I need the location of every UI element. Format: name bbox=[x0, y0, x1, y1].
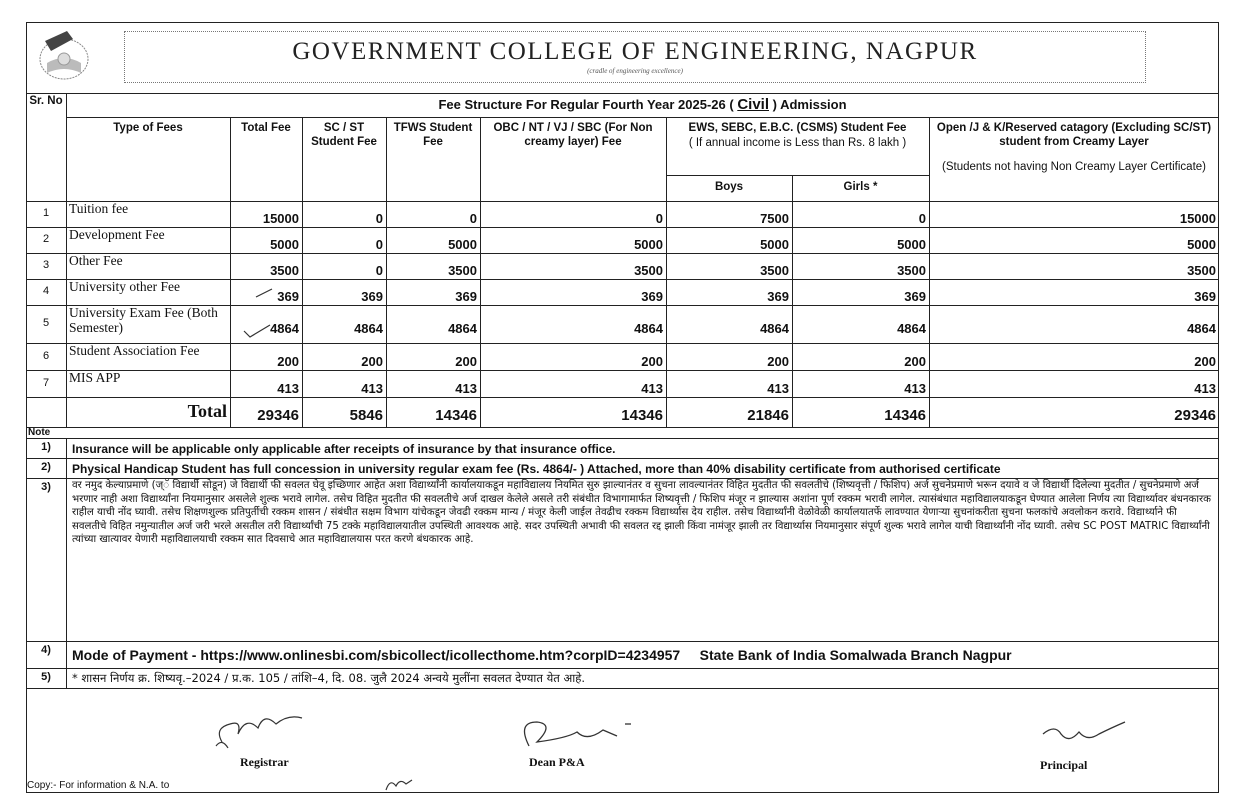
row-open-value: 4864 bbox=[1187, 321, 1216, 336]
title-box bbox=[124, 31, 1146, 83]
row-obc-value: 413 bbox=[641, 380, 663, 396]
col-ews-subheader: ( If annual income is Less than Rs. 8 lakh ) bbox=[688, 137, 907, 149]
table-title-prefix: Fee Structure For Regular Fourth Year 2025-26 ( bbox=[438, 97, 734, 112]
fee-table bbox=[26, 93, 1219, 699]
total-tfws-value: 14346 bbox=[435, 407, 477, 424]
col-open-subheader: (Students not having Non Creamy Layer Certificate) bbox=[942, 161, 1206, 173]
row-scst-value: 0 bbox=[375, 237, 383, 252]
row-girls-value: 369 bbox=[904, 289, 926, 304]
registrar-signature-mark bbox=[202, 702, 312, 752]
principal-label: Principal bbox=[1040, 758, 1088, 772]
col-boys-header: Boys bbox=[714, 181, 744, 193]
table-rule bbox=[26, 93, 1219, 94]
row-girls-value: 5000 bbox=[897, 237, 926, 252]
college-logo bbox=[37, 27, 91, 85]
row-scst-value: 0 bbox=[375, 211, 383, 226]
col-type-header: Type of Fees bbox=[113, 122, 183, 134]
table-rule bbox=[666, 175, 929, 176]
row-open-value: 413 bbox=[1194, 380, 1216, 396]
college-tagline: (cradle of engineering excellence) bbox=[587, 67, 683, 75]
row-girls-value: 3500 bbox=[897, 263, 926, 278]
row-sr-no: 6 bbox=[42, 349, 50, 362]
signature-area bbox=[27, 700, 1218, 793]
row-fee-type: University other Fee bbox=[69, 280, 180, 294]
row-sr-no: 5 bbox=[42, 317, 50, 329]
row-fee-type: Other Fee bbox=[69, 254, 123, 268]
table-title bbox=[66, 96, 1219, 116]
note-number: 4) bbox=[41, 644, 51, 656]
row-sr-no: 4 bbox=[42, 285, 50, 297]
row-obc-value: 369 bbox=[641, 289, 663, 304]
total-scst-value: 5846 bbox=[349, 407, 383, 424]
initials-mark bbox=[382, 774, 422, 792]
row-girls-value: 413 bbox=[904, 380, 926, 396]
note-number: 2) bbox=[41, 461, 51, 473]
total-girls-value: 14346 bbox=[884, 407, 926, 424]
note-text: * शासन निर्णय क्र. शिष्यवृ.–2024 / प्र.क. 105 / तांशि–4, दि. 08. जुलै 2024 अन्वये मुलींना सवलत देण्यात येत आहे. bbox=[72, 671, 586, 685]
row-open-value: 369 bbox=[1194, 289, 1216, 304]
col-total-header: Total Fee bbox=[241, 122, 291, 134]
row-boys-value: 200 bbox=[767, 353, 789, 369]
row-obc-value: 200 bbox=[641, 353, 663, 369]
total-row-label: Total bbox=[187, 401, 227, 421]
letterhead bbox=[27, 23, 1218, 93]
row-total-value: 3500 bbox=[270, 263, 299, 278]
col-ews-header: EWS, SEBC, E.B.C. (CSMS) Student Fee bbox=[688, 122, 907, 134]
row-total-value: 5000 bbox=[270, 237, 299, 252]
copy-line: Copy:- For information & N.A. to bbox=[27, 780, 170, 791]
total-total-value: 29346 bbox=[257, 407, 299, 424]
row-tfws-value: 0 bbox=[469, 211, 477, 226]
row-open-value: 5000 bbox=[1187, 237, 1216, 252]
row-scst-value: 4864 bbox=[354, 321, 383, 336]
row-obc-value: 0 bbox=[655, 211, 663, 226]
note-label: Note bbox=[28, 427, 51, 438]
dean-label: Dean P&A bbox=[529, 755, 585, 769]
row-total-value: 200 bbox=[277, 353, 299, 369]
row-boys-value: 3500 bbox=[760, 263, 789, 278]
note-number: 5) bbox=[41, 671, 51, 683]
row-girls-value: 4864 bbox=[897, 321, 926, 336]
row-open-value: 200 bbox=[1194, 353, 1216, 369]
row-total-value: 4864 bbox=[270, 321, 299, 336]
col-tfws-header: TFWS Student Fee bbox=[393, 122, 473, 149]
row-fee-type: Tuition fee bbox=[69, 202, 129, 216]
row-total-value: 15000 bbox=[262, 211, 299, 226]
note-text: Physical Handicap Student has full concession in university regular exam fee (Rs. 4864/- ) Attached, more than 40% disability certificate from authorised certificate bbox=[72, 462, 1001, 476]
row-sr-no: 3 bbox=[42, 259, 50, 271]
col-scst-header: SC / ST Student Fee bbox=[311, 122, 377, 149]
row-sr-no: 7 bbox=[42, 376, 50, 389]
row-fee-type: Student Association Fee bbox=[69, 344, 200, 358]
note-text: वर नमुद केल्याप्रमाणे (ज्ॅ विद्यार्थी सोडून) जे विद्यार्थी फी सवलत घेवू इच्छिणार आहेत अशा विद्यार्थ्यांनी कार्यालयाकडून महाविद्यालय नियमित सुरु झाल्यानंतर व सुचना लावल्यानंतर विहित मुदतीत फी सवलतीचे (शिष्यवृत्ती / फिशिप) अर्ज सुचनेप्रमाणे भरून दयावे व जे विद्यार्थी दिलेल्या मुदतीत / सुचनेप्रमाणे अर्ज भरणार नाही अशा विद्यार्थ्यांना नियमानुसार असलेले शुल्क भरावे लागेल. तसेच विहित मुदतीत फी सवलतीचे अर्ज दाखल केलेले असले तरी संबंधीत विभागामार्फत शिष्यवृत्ती / फिशिप मंजूर न झाल्यास अशांना पूर्ण रक्कम भरावी लागेल. त्यासंबंधात महाविद्यालयाकडून घेण्यात आलेला निर्णय त्या विद्यार्थ्यावर बंधनकारक राहील याची नोंद घ्यावी. तसेच शिक्षणशुल्क प्रतिपुर्तीची रक्कम शासन / संबंधीत सक्षम विभाग यांचेकडून जेवढी रक्कम मान्य / मंजूर केली जाईल तेवढीच रक्कम विद्यार्थ्यास देय राहील. तसेच विद्यार्थ्यांनी वेळोवेळी कार्यालयातर्फे लावण्यात येणाऱ्या सुचनांकरीता सुचना फलकांचे अवलोकन करावे. विद्यार्थ्याने फी सवलतीचे विहित नमुन्यातील अर्ज जरी भरले असतील तरी विद्यार्थ्यांची 75 टक्के महाविद्यालयातील उपस्थिती आवश्यक आहे. सदर उपस्थिती अभावी फी सवलत रद्द झाली किंवा नामंजूर झाली तर विद्यार्थ्यास नियमानुसार संपूर्ण शुल्क भरावे लागेल याची विद्यार्थ्यांनी नोंद घ्यावी. तसेच SC POST MATRIC विद्यार्थ्यांनी त्यांच्या खात्यावर येणारी महाविद्यालयाची रक्कम सात दिवसाचे आत महाविद्यालयास परत करणे बंधकारक आहे. bbox=[72, 480, 1211, 546]
row-boys-value: 413 bbox=[767, 380, 789, 396]
row-scst-value: 0 bbox=[375, 263, 383, 278]
row-fee-type: MIS APP bbox=[69, 371, 121, 385]
row-total-value: 369 bbox=[277, 289, 299, 304]
row-tfws-value: 3500 bbox=[448, 263, 477, 278]
row-fee-type: Development Fee bbox=[69, 228, 165, 242]
check-mark-annotation bbox=[232, 285, 292, 345]
row-boys-value: 4864 bbox=[760, 321, 789, 336]
row-scst-value: 369 bbox=[361, 289, 383, 304]
row-scst-value: 200 bbox=[361, 353, 383, 369]
row-scst-value: 413 bbox=[361, 380, 383, 396]
row-sr-no: 1 bbox=[42, 207, 50, 219]
row-open-value: 3500 bbox=[1187, 263, 1216, 278]
row-obc-value: 5000 bbox=[634, 237, 663, 252]
row-tfws-value: 369 bbox=[455, 289, 477, 304]
row-boys-value: 7500 bbox=[760, 211, 789, 226]
col-girls-header: Girls * bbox=[843, 181, 878, 193]
total-obc-value: 14346 bbox=[621, 407, 663, 424]
row-total-value: 413 bbox=[277, 380, 299, 396]
col-open-header: Open /J & K/Reserved catagory (Excluding SC/ST) student from Creamy Layer bbox=[936, 122, 1212, 149]
row-open-value: 15000 bbox=[1179, 211, 1216, 226]
note-text: Insurance will be applicable only applicable after receipts of insurance by that insurance office. bbox=[72, 442, 616, 456]
row-boys-value: 369 bbox=[767, 289, 789, 304]
note-number: 1) bbox=[41, 441, 51, 453]
row-tfws-value: 200 bbox=[455, 353, 477, 369]
table-rule bbox=[26, 427, 1219, 428]
sr-no-header: Sr. No bbox=[29, 95, 63, 107]
note-text: Mode of Payment - https://www.onlinesbi.com/sbicollect/icollecthome.htm?corpID=4234957 State Bank of India Somalwada Branch Nagpur bbox=[72, 647, 1012, 663]
note-number: 3) bbox=[41, 481, 51, 493]
table-rule bbox=[26, 688, 1219, 689]
row-tfws-value: 5000 bbox=[448, 237, 477, 252]
row-fee-type: University Exam Fee (Both Semester) bbox=[69, 306, 218, 335]
row-girls-value: 0 bbox=[918, 211, 926, 226]
college-name: GOVERNMENT COLLEGE OF ENGINEERING, NAGPUR bbox=[292, 38, 978, 65]
total-boys-value: 21846 bbox=[747, 407, 789, 424]
row-tfws-value: 4864 bbox=[448, 321, 477, 336]
row-obc-value: 4864 bbox=[634, 321, 663, 336]
dean-signature-mark bbox=[507, 708, 647, 758]
table-rule bbox=[66, 117, 1219, 118]
row-sr-no: 2 bbox=[42, 233, 50, 245]
row-girls-value: 200 bbox=[904, 353, 926, 369]
row-tfws-value: 413 bbox=[455, 380, 477, 396]
row-boys-value: 5000 bbox=[760, 237, 789, 252]
col-obc-header: OBC / NT / VJ / SBC (For Non creamy layer) Fee bbox=[493, 122, 653, 149]
table-title-suffix: ) Admission bbox=[772, 97, 847, 112]
registrar-label: Registrar bbox=[240, 755, 289, 769]
row-obc-value: 3500 bbox=[634, 263, 663, 278]
table-title-branch: Civil bbox=[737, 96, 769, 113]
total-open-value: 29346 bbox=[1174, 407, 1216, 424]
principal-signature-mark bbox=[1027, 712, 1147, 756]
